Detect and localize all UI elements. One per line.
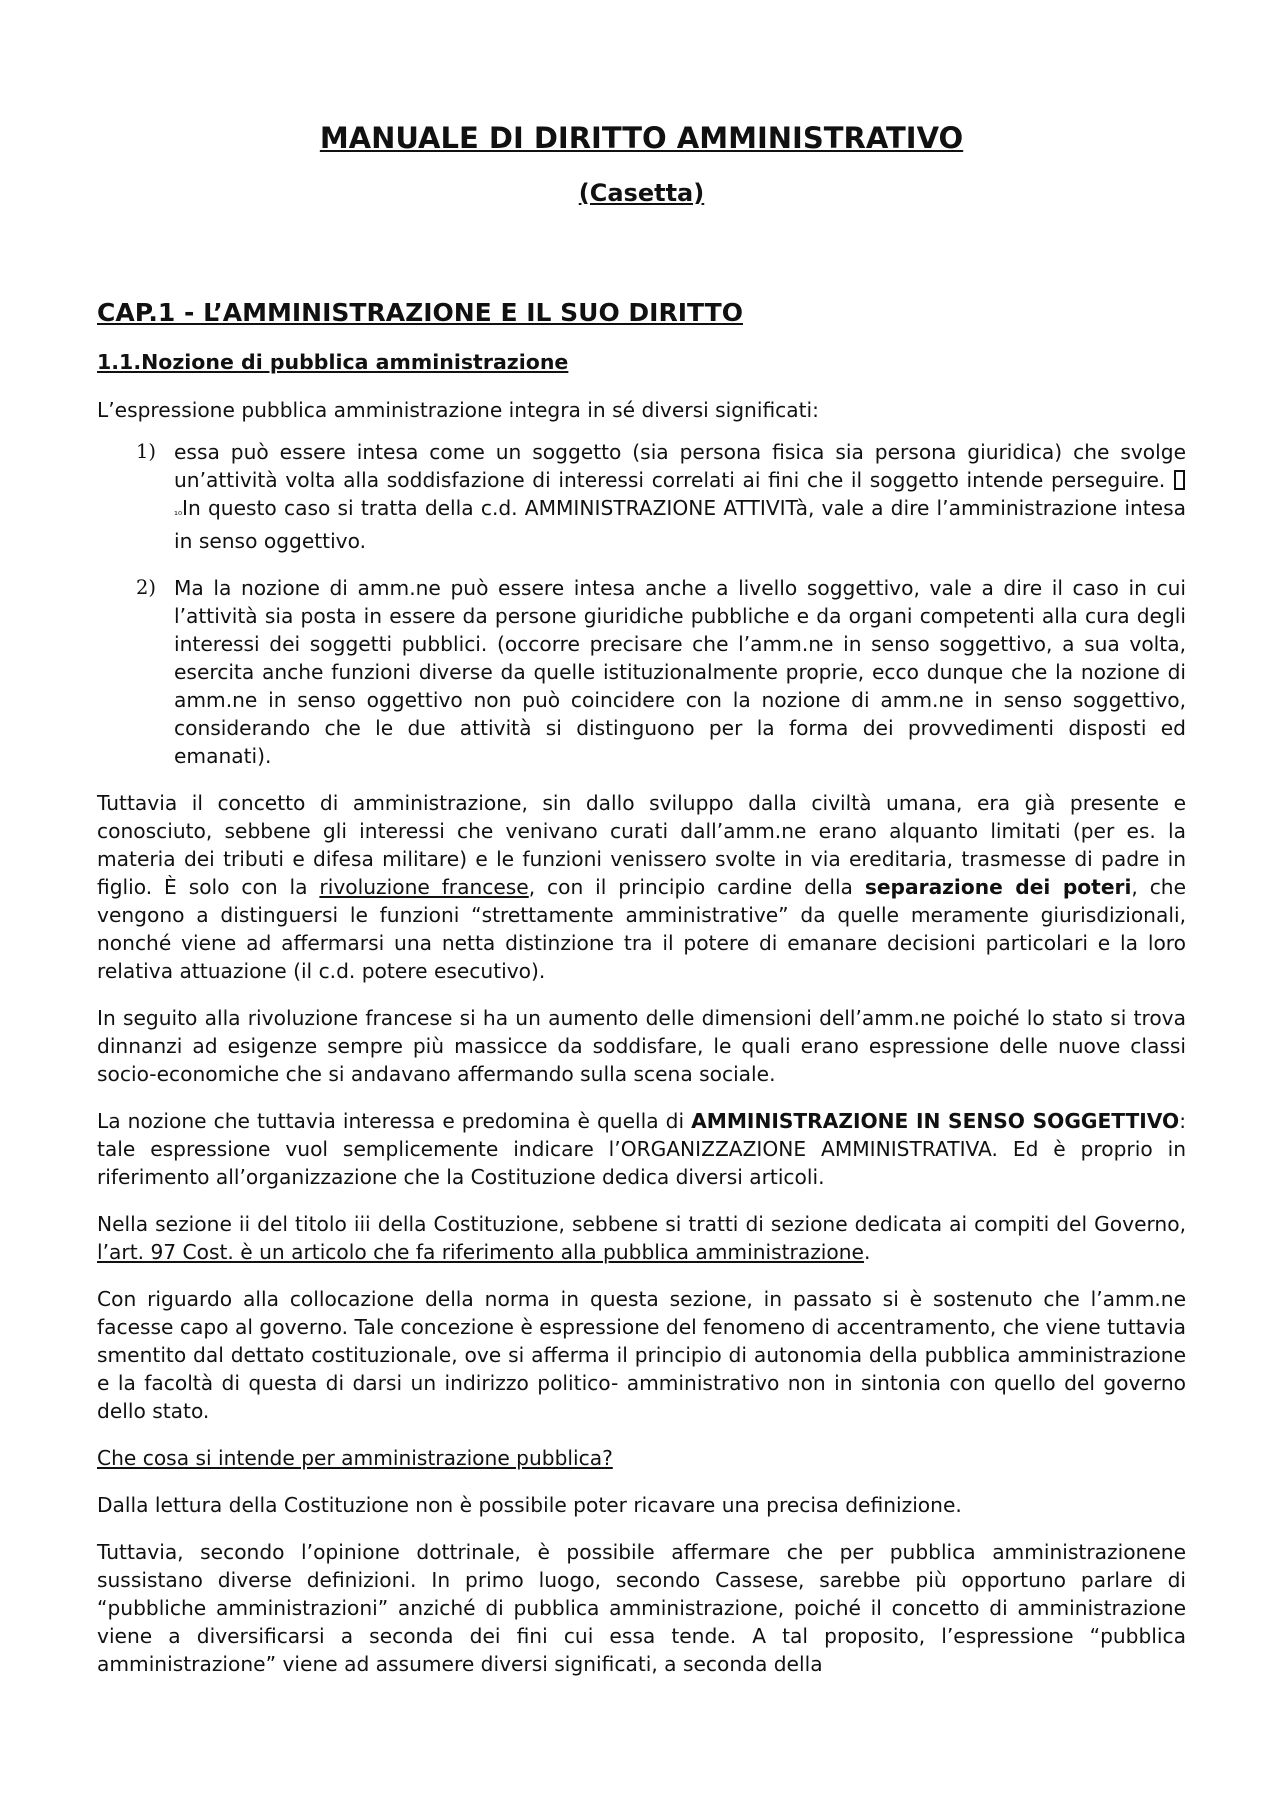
list-item-text: Ma la nozione di amm.ne può essere intesa anche a livello soggettivo, vale a dire il caso in cui l’attività sia posta in essere da persone giuridiche pubbliche e da organi competenti alla cura degli interessi dei soggetti pubblici. (occorre precisare che l’amm.ne in senso soggettivo, a sua volta, esercita anche funzioni diverse da quelle istituzionalmente proprie, ecco dunque che la nozione di amm.ne in senso oggettivo non può coincidere con la nozione di amm.ne in senso soggettivo, considerando che le due attività si distinguono per la forma dei provvedimenti disposti ed emanati). <box>174 576 1186 768</box>
art-97-underlined: l’art. 97 Cost. è un articolo che fa riferimento alla pubblica amministrazione <box>97 1240 864 1264</box>
list-item-text-start: essa può essere intesa come un soggetto (sia persona fisica sia persona giuridica) che svolge un’attività volta alla soddisfazione di interessi correlati ai fini che il soggetto intende perseguire. <box>174 440 1186 492</box>
paragraph-soggettivo: La nozione che tuttavia interessa e predomina è quella di AMMINISTRAZIONE IN SENSO SOGGETTIVO: tale espressione vuol semplicemente indicare l’ORGANIZZAZIONE AMMINISTRATIVA. Ed è proprio in riferimento all’organizzazione che la Costituzione dedica diversi articoli. <box>97 1109 1187 1189</box>
question-heading: Che cosa si intende per amministrazione pubblica? <box>97 1446 613 1470</box>
list-item <box>97 438 1186 555</box>
list-item <box>97 574 1186 770</box>
paragraph-growth: In seguito alla rivoluzione francese si ha un aumento delle dimensioni dell’amm.ne poiché lo stato si trova dinnanzi ad esigenze sempre più massicce da soddisfare, le quali erano espressione delle nuove classi socio-economiche che si andavano affermando sulla scena sociale. <box>97 1006 1186 1086</box>
paragraph-dottrina: Tuttavia, secondo l’opinione dottrinale, è possibile affermare che per pubblica amministrazionene sussistano diverse definizioni. In primo luogo, secondo Cassese, sarebbe più opportuno parlare di “pubbliche amministrazioni” anziché di pubblica amministrazione, poiché il concetto di amministrazione viene a diversificarsi a seconda dei fini cui essa tende. A tal proposito, l’espressione “pubblica amministrazione” viene ad assumere diversi significati, a seconda della <box>97 1540 1186 1676</box>
list-item-text-end: In questo caso si tratta della c.d. AMMINISTRAZIONE ATTIVITà, vale a dire l’amministrazione intesa in senso oggettivo. <box>174 496 1186 553</box>
list-number: 2) <box>136 576 157 599</box>
separazione-poteri-bold: separazione dei poteri <box>864 875 1132 899</box>
section-heading: 1.1.Nozione di pubblica amministrazione <box>97 350 569 374</box>
rivoluzione-francese-underlined: rivoluzione francese <box>319 875 529 899</box>
document-title: MANUALE DI DIRITTO AMMINISTRATIVO <box>319 121 964 155</box>
paragraph-history: Tuttavia il concetto di amministrazione, sin dallo sviluppo dalla civiltà umana, era già presente e conosciuto, sebbene gli interessi che venivano curati dall’amm.ne erano alquanto limitati (per es. la materia dei tributi e difesa militare) e le funzioni venissero svolte in via ereditaria, trasmesse di padre in figlio. È solo con la rivoluzione francese, con il principio cardine della separazione dei poteri, che vengono a distinguersi le funzioni “strettamente amministrative” da quelle meramente giurisdizionali, nonché viene ad affermarsi una netta distinzione tra il potere di emanare decisioni particolari e la loro relativa attuazione (il c.d. potere esecutivo). <box>97 791 1187 983</box>
paragraph-definizione: Dalla lettura della Costituzione non è possibile poter ricavare una precisa definizione. <box>97 1493 962 1517</box>
missing-glyph-icon <box>1174 470 1185 490</box>
paragraph-collocazione: Con riguardo alla collocazione della norma in questa sezione, in passato si è sostenuto che l’amm.ne facesse capo al governo. Tale concezione è espressione del fenomeno di accentramento, che viene tuttavia smentito dal dettato costituzionale, ove si afferma il principio di autonomia della pubblica amministrazione e la facoltà di questa di darsi un indirizzo politico- amministrativo non in sintonia con quello del governo dello stato. <box>97 1287 1186 1423</box>
chapter-heading: CAP.1 - L’AMMINISTRAZIONE E IL SUO DIRITTO <box>97 298 743 327</box>
document-subtitle: (Casetta) <box>578 179 705 207</box>
list-number: 1) <box>136 440 157 463</box>
meaning-list <box>97 438 1186 770</box>
paragraph-costituzione: Nella sezione ii del titolo iii della Costituzione, sebbene si tratti di sezione dedicata ai compiti del Governo, l’art. 97 Cost. è un articolo che fa riferimento alla pubblica amministrazione. <box>97 1212 1186 1264</box>
amministrazione-soggettivo-bold: AMMINISTRAZIONE IN SENSO SOGGETTIVO <box>691 1109 1180 1133</box>
intro-paragraph: L’espressione pubblica amministrazione integra in sé diversi significati: <box>97 398 819 422</box>
glyph-note: ₁₀ <box>174 507 183 518</box>
